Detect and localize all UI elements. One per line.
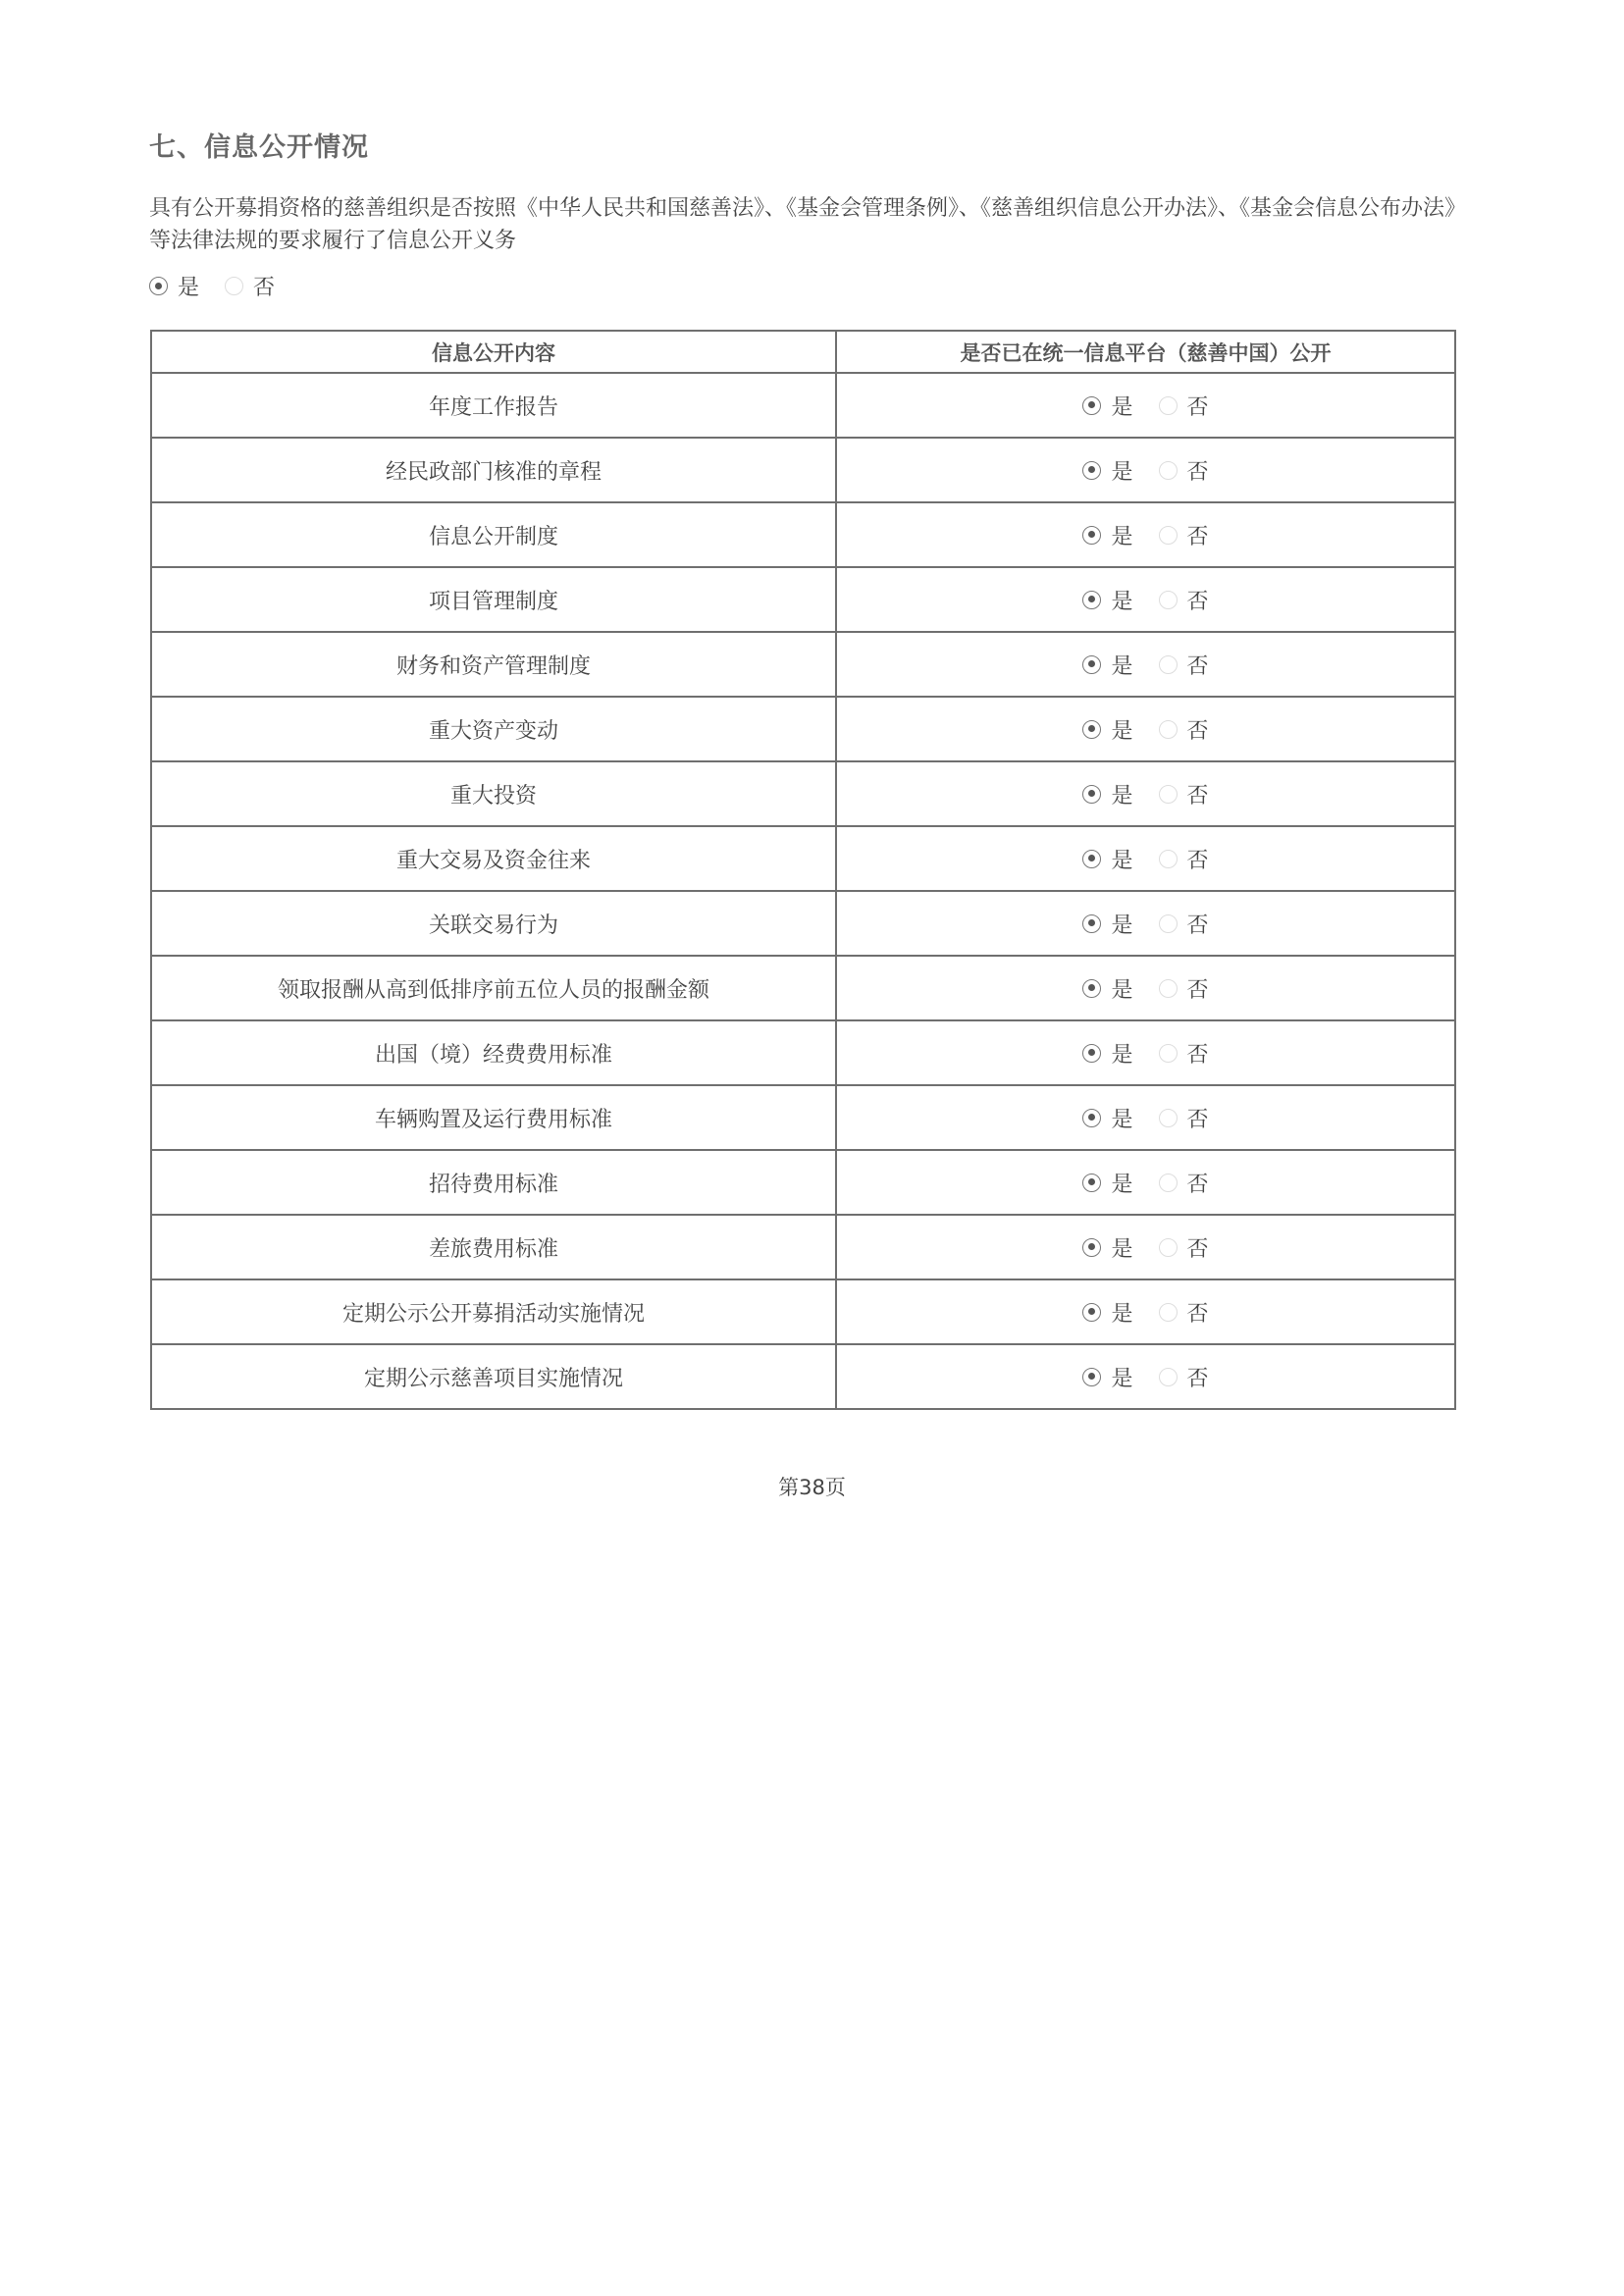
table-row <box>151 1150 1455 1215</box>
row-radio-cell <box>836 1020 1455 1085</box>
no-radio-button[interactable] <box>1159 1368 1178 1386</box>
table-row <box>151 1020 1455 1085</box>
no-radio-button[interactable] <box>1159 720 1178 739</box>
table-row <box>151 761 1455 826</box>
yes-radio-button[interactable] <box>1082 720 1101 739</box>
row-radio-group <box>1082 909 1208 939</box>
yes-radio-button[interactable] <box>1082 1303 1101 1322</box>
yes-label: 是 <box>1111 783 1133 809</box>
no-radio-button[interactable] <box>1159 591 1178 609</box>
yes-label: 是 <box>1111 913 1133 938</box>
yes-label: 是 <box>1111 653 1133 679</box>
yes-radio-button[interactable] <box>1082 785 1101 804</box>
no-label: 否 <box>1186 653 1209 679</box>
table-row <box>151 1279 1455 1344</box>
no-label: 否 <box>1186 524 1209 549</box>
no-radio-button[interactable] <box>1159 979 1178 998</box>
row-item-label: 关联交易行为 <box>151 891 836 956</box>
yes-label: 是 <box>1111 977 1133 1003</box>
no-label: 否 <box>1186 977 1209 1003</box>
row-item-label: 重大交易及资金往来 <box>151 826 836 891</box>
yes-label: 是 <box>1111 1236 1133 1262</box>
row-radio-cell <box>836 1085 1455 1150</box>
page-number: 第38页 <box>778 1476 846 1499</box>
row-item-label: 年度工作报告 <box>151 373 836 438</box>
no-label: 否 <box>1186 913 1209 938</box>
no-label: 否 <box>1186 1236 1209 1262</box>
no-radio-button[interactable] <box>1159 396 1178 415</box>
table-row <box>151 438 1455 502</box>
row-radio-group <box>1082 1168 1208 1198</box>
row-radio-cell <box>836 1150 1455 1215</box>
row-radio-cell <box>836 438 1455 502</box>
row-item-label: 差旅费用标准 <box>151 1215 836 1279</box>
no-radio-button[interactable] <box>1159 850 1178 868</box>
row-item-label: 重大资产变动 <box>151 697 836 761</box>
row-item-label: 财务和资产管理制度 <box>151 632 836 697</box>
row-radio-cell <box>836 1344 1455 1409</box>
yes-label: 是 <box>178 276 200 300</box>
no-label: 否 <box>1186 783 1209 809</box>
disclosure-obligation-radio-group <box>149 271 300 301</box>
table-row <box>151 1344 1455 1409</box>
yes-radio-button[interactable] <box>1082 914 1101 933</box>
row-radio-cell <box>836 956 1455 1020</box>
yes-label: 是 <box>1111 1172 1133 1197</box>
no-label: 否 <box>1186 1366 1209 1391</box>
yes-radio-button[interactable] <box>149 277 168 295</box>
no-radio-button[interactable] <box>1159 526 1178 545</box>
yes-radio-button[interactable] <box>1082 1109 1101 1127</box>
section-title: 七、信息公开情况 <box>149 132 369 163</box>
row-radio-cell <box>836 697 1455 761</box>
table-row <box>151 1215 1455 1279</box>
row-radio-group <box>1082 1038 1208 1069</box>
yes-label: 是 <box>1111 524 1133 549</box>
yes-radio-button[interactable] <box>1082 396 1101 415</box>
row-item-label: 项目管理制度 <box>151 567 836 632</box>
yes-label: 是 <box>1111 459 1133 485</box>
header-published: 是否已在统一信息平台（慈善中国）公开 <box>836 331 1455 373</box>
no-radio-button[interactable] <box>1159 1044 1178 1063</box>
row-radio-group <box>1082 1362 1208 1392</box>
no-label: 否 <box>1186 848 1209 873</box>
intro-paragraph: 具有公开募捐资格的慈善组织是否按照《中华人民共和国慈善法》、《基金会管理条例》、《慈善组织信息公开办法》、《基金会信息公布办法》等法律法规的要求履行了信息公开义务 <box>149 196 1467 253</box>
yes-radio-button[interactable] <box>1082 591 1101 609</box>
yes-radio-button[interactable] <box>1082 461 1101 480</box>
table-row <box>151 826 1455 891</box>
yes-label: 是 <box>1111 848 1133 873</box>
no-radio-button[interactable] <box>1159 655 1178 674</box>
row-radio-group <box>1082 650 1208 680</box>
yes-radio-button[interactable] <box>1082 979 1101 998</box>
yes-label: 是 <box>1111 1042 1133 1068</box>
row-radio-cell <box>836 1279 1455 1344</box>
no-radio-button[interactable] <box>1159 1238 1178 1257</box>
no-radio-button[interactable] <box>1159 785 1178 804</box>
row-radio-cell <box>836 502 1455 567</box>
row-radio-cell <box>836 761 1455 826</box>
yes-radio-button[interactable] <box>1082 1174 1101 1192</box>
no-radio-button[interactable] <box>1159 914 1178 933</box>
no-label: 否 <box>1186 589 1209 614</box>
yes-label: 是 <box>1111 718 1133 744</box>
row-radio-cell <box>836 373 1455 438</box>
yes-label: 是 <box>1111 1301 1133 1327</box>
table-row <box>151 956 1455 1020</box>
no-label: 否 <box>1186 459 1209 485</box>
row-radio-group <box>1082 973 1208 1004</box>
row-radio-group <box>1082 1297 1208 1328</box>
yes-radio-button[interactable] <box>1082 1368 1101 1386</box>
no-label: 否 <box>1186 1301 1209 1327</box>
row-item-label: 重大投资 <box>151 761 836 826</box>
no-radio-button[interactable] <box>1159 1174 1178 1192</box>
row-item-label: 信息公开制度 <box>151 502 836 567</box>
no-radio-button[interactable] <box>1159 461 1178 480</box>
yes-label: 是 <box>1111 1366 1133 1391</box>
yes-radio-button[interactable] <box>1082 1044 1101 1063</box>
yes-label: 是 <box>1111 394 1133 420</box>
table-row <box>151 1085 1455 1150</box>
row-item-label: 招待费用标准 <box>151 1150 836 1215</box>
no-radio-button[interactable] <box>1159 1109 1178 1127</box>
row-radio-group <box>1082 455 1208 486</box>
row-radio-group <box>1082 1103 1208 1133</box>
row-radio-cell <box>836 632 1455 697</box>
table-row <box>151 891 1455 956</box>
yes-radio-button[interactable] <box>1082 850 1101 868</box>
row-item-label: 定期公示慈善项目实施情况 <box>151 1344 836 1409</box>
no-label: 否 <box>1186 1107 1209 1132</box>
row-radio-group <box>1082 391 1208 421</box>
no-radio-button[interactable] <box>1159 1303 1178 1322</box>
yes-radio-button[interactable] <box>1082 655 1101 674</box>
yes-label: 是 <box>1111 1107 1133 1132</box>
row-radio-group <box>1082 779 1208 809</box>
row-radio-cell <box>836 891 1455 956</box>
table-row <box>151 567 1455 632</box>
row-item-label: 经民政部门核准的章程 <box>151 438 836 502</box>
no-label: 否 <box>1186 1042 1209 1068</box>
row-radio-group <box>1082 585 1208 615</box>
row-item-label: 定期公示公开募捐活动实施情况 <box>151 1279 836 1344</box>
header-content: 信息公开内容 <box>151 331 836 373</box>
table-row <box>151 697 1455 761</box>
disclosure-table <box>150 330 1456 1410</box>
no-label: 否 <box>253 276 276 300</box>
no-label: 否 <box>1186 718 1209 744</box>
yes-radio-button[interactable] <box>1082 1238 1101 1257</box>
no-radio-button[interactable] <box>225 277 243 295</box>
row-radio-cell <box>836 1215 1455 1279</box>
yes-radio-button[interactable] <box>1082 526 1101 545</box>
no-label: 否 <box>1186 394 1209 420</box>
row-item-label: 出国（境）经费费用标准 <box>151 1020 836 1085</box>
table-row <box>151 632 1455 697</box>
row-radio-group <box>1082 714 1208 745</box>
row-item-label: 车辆购置及运行费用标准 <box>151 1085 836 1150</box>
table-row <box>151 502 1455 567</box>
row-item-label: 领取报酬从高到低排序前五位人员的报酬金额 <box>151 956 836 1020</box>
row-radio-group <box>1082 520 1208 550</box>
row-radio-cell <box>836 826 1455 891</box>
table-row <box>151 373 1455 438</box>
row-radio-group <box>1082 1232 1208 1263</box>
row-radio-group <box>1082 844 1208 874</box>
row-radio-cell <box>836 567 1455 632</box>
no-label: 否 <box>1186 1172 1209 1197</box>
table-header-row <box>151 331 1455 373</box>
yes-label: 是 <box>1111 589 1133 614</box>
